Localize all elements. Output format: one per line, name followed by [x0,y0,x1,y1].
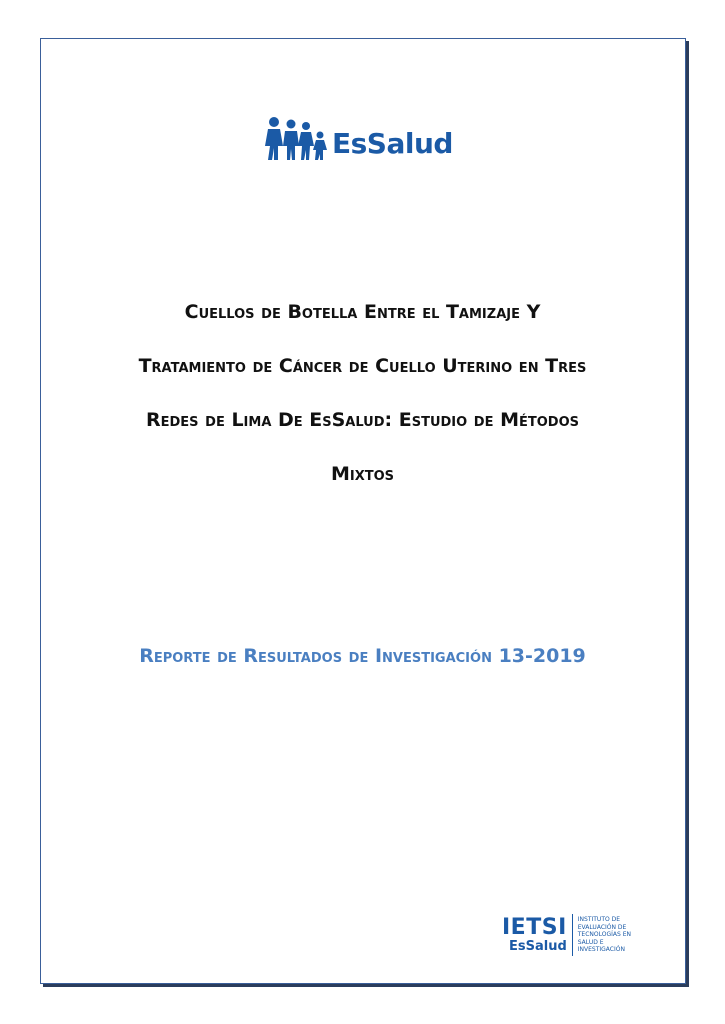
ietsi-parent: EsSalud [508,938,567,954]
ietsi-line: EVALUACIÓN DE [577,923,627,931]
title-line: Redes de Lima De EsSalud: Estudio de Métodos [146,409,579,431]
ietsi-acronym: IETSI [502,914,567,940]
ietsi-line: TECNOLOGÍAS EN [577,931,631,939]
title-line: Cuellos de Botella Entre el Tamizaje Y [184,301,541,323]
page-frame [40,38,686,984]
ietsi-fullname [573,912,631,958]
title-line: Tratamiento de Cáncer de Cuello Uterino en Tres [138,355,587,377]
family-figures-icon [264,116,328,162]
ietsi-line: INSTITUTO DE [577,916,621,924]
title-line: Mixtos [330,463,395,485]
logo-wordmark: EsSalud [332,127,453,160]
ietsi-line: INVESTIGACIÓN [577,946,625,954]
essalud-logo [264,112,464,162]
ietsi-logo [502,912,631,958]
ietsi-line: SALUD E [577,938,604,946]
document-title [60,292,665,508]
report-subtitle: Reporte de Resultados de Investigación 13-2019 [139,645,586,667]
